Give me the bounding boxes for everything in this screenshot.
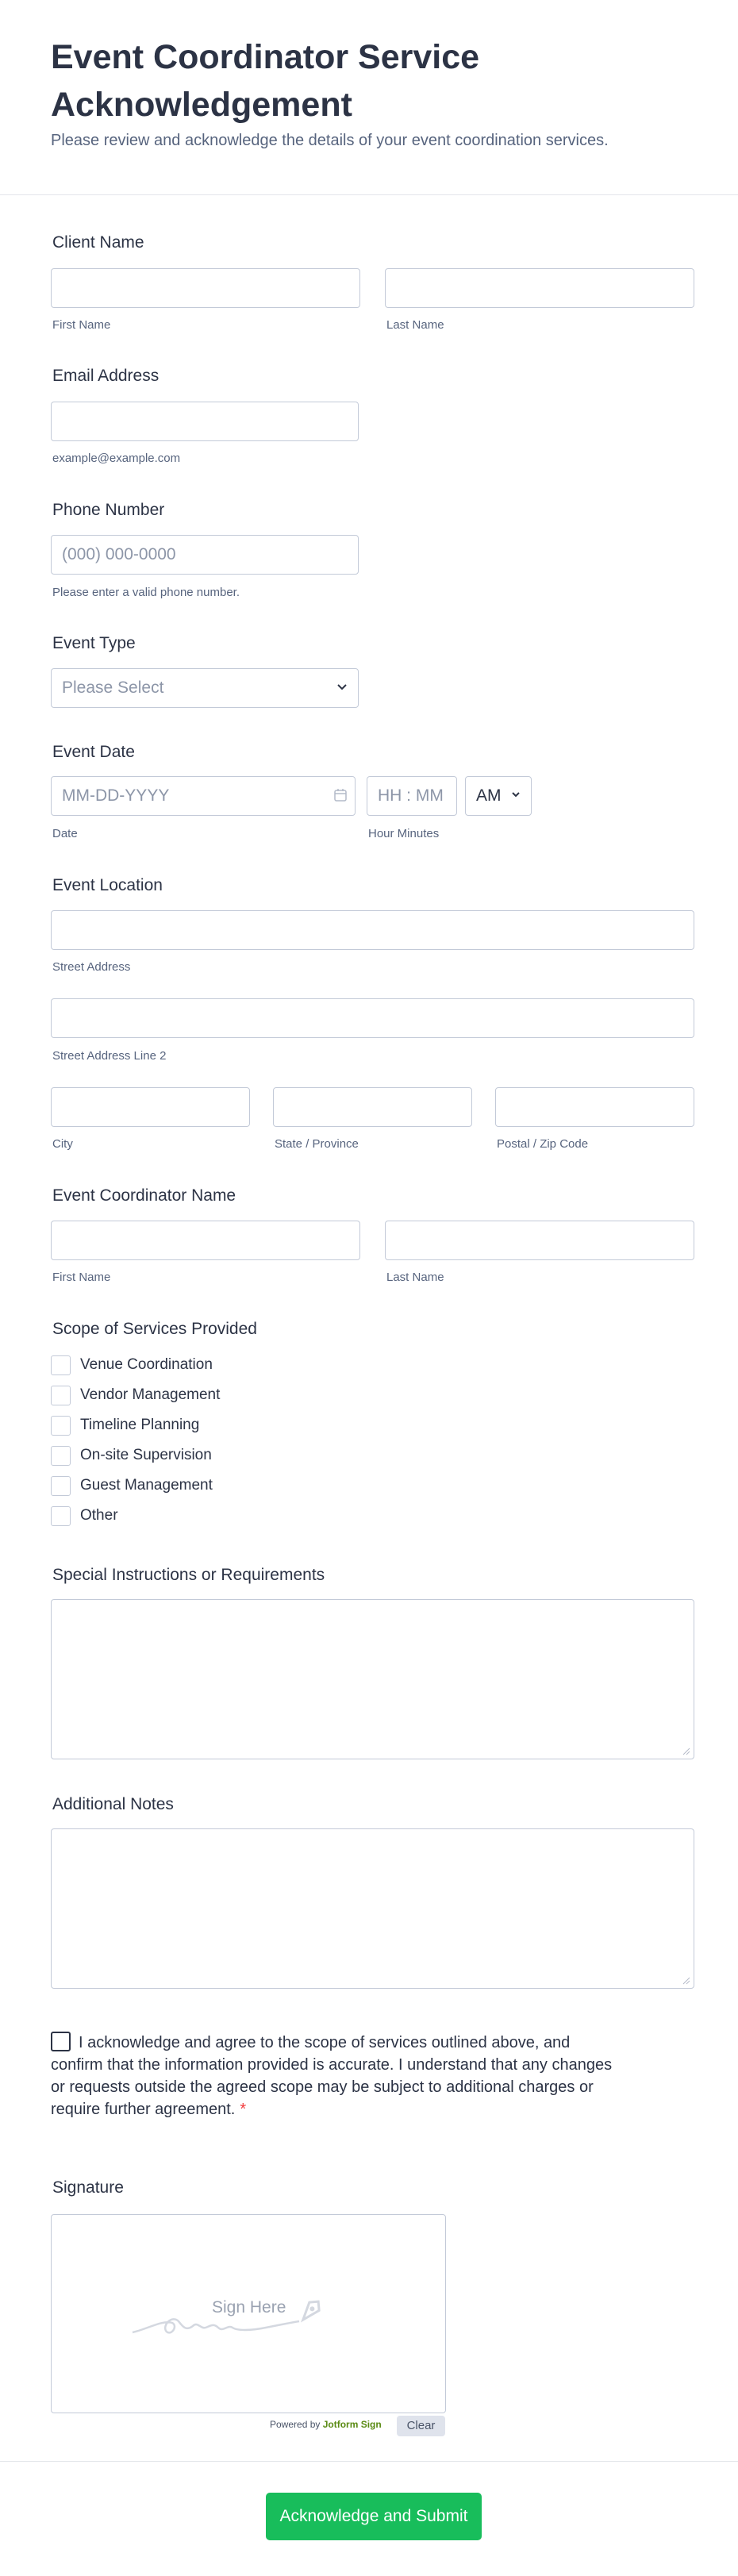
service-option[interactable] [51, 1475, 213, 1496]
event-time-sublabel: Hour Minutes [368, 827, 440, 840]
additional-notes-label: Additional Notes [52, 1795, 174, 1813]
service-option[interactable] [51, 1355, 213, 1375]
resize-handle-icon[interactable] [682, 1977, 690, 1985]
street-address-line2-input[interactable] [51, 998, 694, 1038]
form-title: Event Coordinator Service Acknowledgement [51, 38, 480, 124]
powered-by-text [270, 2419, 382, 2430]
client-name-label: Client Name [52, 233, 144, 252]
required-mark: * [240, 2101, 247, 2118]
service-option-label: On-site Supervision [80, 1447, 212, 1463]
ampm-selected: AM [476, 786, 502, 805]
clear-signature-button[interactable]: Clear [397, 2416, 445, 2436]
chevron-down-icon [511, 791, 521, 798]
street-address-input[interactable] [51, 910, 694, 950]
coordinator-first-name-sublabel: First Name [52, 1271, 111, 1284]
street-address-line2-sublabel: Street Address Line 2 [52, 1049, 167, 1063]
phone-label: Phone Number [52, 501, 165, 519]
service-option[interactable] [51, 1385, 220, 1405]
state-input[interactable] [273, 1087, 472, 1127]
footer-divider [0, 2461, 738, 2462]
client-first-name-input[interactable] [51, 268, 360, 308]
service-checkbox[interactable] [51, 1355, 71, 1375]
service-option-label: Timeline Planning [80, 1417, 200, 1433]
service-option[interactable] [51, 1415, 199, 1436]
ampm-select[interactable] [465, 776, 532, 816]
special-instructions-textarea[interactable] [51, 1599, 694, 1759]
event-type-select[interactable] [51, 668, 359, 708]
email-sublabel: example@example.com [52, 452, 181, 465]
service-checkbox[interactable] [51, 1416, 71, 1436]
service-checkbox[interactable] [51, 1476, 71, 1496]
calendar-icon[interactable] [333, 788, 348, 802]
city-input[interactable] [51, 1087, 250, 1127]
client-last-name-sublabel: Last Name [386, 318, 444, 332]
service-option[interactable] [51, 1445, 212, 1466]
event-type-label: Event Type [52, 634, 136, 652]
service-option-label: Guest Management [80, 1477, 213, 1494]
service-checkbox[interactable] [51, 1446, 71, 1466]
signature-label: Signature [52, 2178, 124, 2197]
sign-here-placeholder: Sign Here [212, 2298, 286, 2316]
coordinator-first-name-input[interactable] [51, 1221, 360, 1260]
coordinator-last-name-input[interactable] [385, 1221, 694, 1260]
acknowledgement-row[interactable] [51, 2032, 622, 2120]
event-date-label: Event Date [52, 743, 135, 761]
service-option-label: Vendor Management [80, 1386, 221, 1403]
form-subtitle: Please review and acknowledge the details of your event coordination services. [51, 132, 609, 149]
additional-notes-textarea[interactable] [51, 1828, 694, 1989]
chevron-down-icon [336, 683, 348, 691]
zip-sublabel: Postal / Zip Code [497, 1137, 589, 1151]
form-header [0, 0, 738, 195]
service-option[interactable] [51, 1505, 118, 1526]
jotform-sign-brand: Jotform Sign [322, 2419, 382, 2430]
event-time-input[interactable]: HH : MM [367, 776, 457, 816]
signature-pad[interactable] [51, 2214, 446, 2413]
acknowledgement-text: I acknowledge and agree to the scope of services outlined above, and confirm that the information provided is accurate. I understand that any changes or requests outside the agreed scope may be subject to additional charges or require further agreement. [51, 2034, 613, 2118]
service-option-label: Venue Coordination [80, 1356, 213, 1373]
coordinator-name-label: Event Coordinator Name [52, 1186, 236, 1205]
state-sublabel: State / Province [275, 1137, 359, 1151]
services-label: Scope of Services Provided [52, 1320, 257, 1338]
event-type-selected: Please Select [62, 679, 164, 697]
city-sublabel: City [52, 1137, 73, 1151]
special-instructions-label: Special Instructions or Requirements [52, 1566, 325, 1584]
event-date-sublabel: Date [52, 827, 78, 840]
client-first-name-sublabel: First Name [52, 318, 111, 332]
client-last-name-input[interactable] [385, 268, 694, 308]
service-option-label: Other [80, 1507, 118, 1524]
submit-button[interactable]: Acknowledge and Submit [266, 2493, 482, 2540]
service-checkbox[interactable] [51, 1506, 71, 1526]
service-checkbox[interactable] [51, 1386, 71, 1405]
phone-input[interactable]: (000) 000-0000 [51, 535, 359, 575]
powered-by-label: Powered by [270, 2419, 321, 2430]
coordinator-last-name-sublabel: Last Name [386, 1271, 444, 1284]
email-input[interactable] [51, 402, 359, 441]
street-address-sublabel: Street Address [52, 960, 131, 974]
phone-sublabel: Please enter a valid phone number. [52, 586, 240, 599]
zip-input[interactable] [495, 1087, 694, 1127]
event-location-label: Event Location [52, 876, 163, 894]
resize-handle-icon[interactable] [682, 1747, 690, 1755]
acknowledgement-checkbox[interactable] [51, 2032, 71, 2051]
email-label: Email Address [52, 367, 160, 385]
event-date-input[interactable]: MM-DD-YYYY [51, 776, 356, 816]
